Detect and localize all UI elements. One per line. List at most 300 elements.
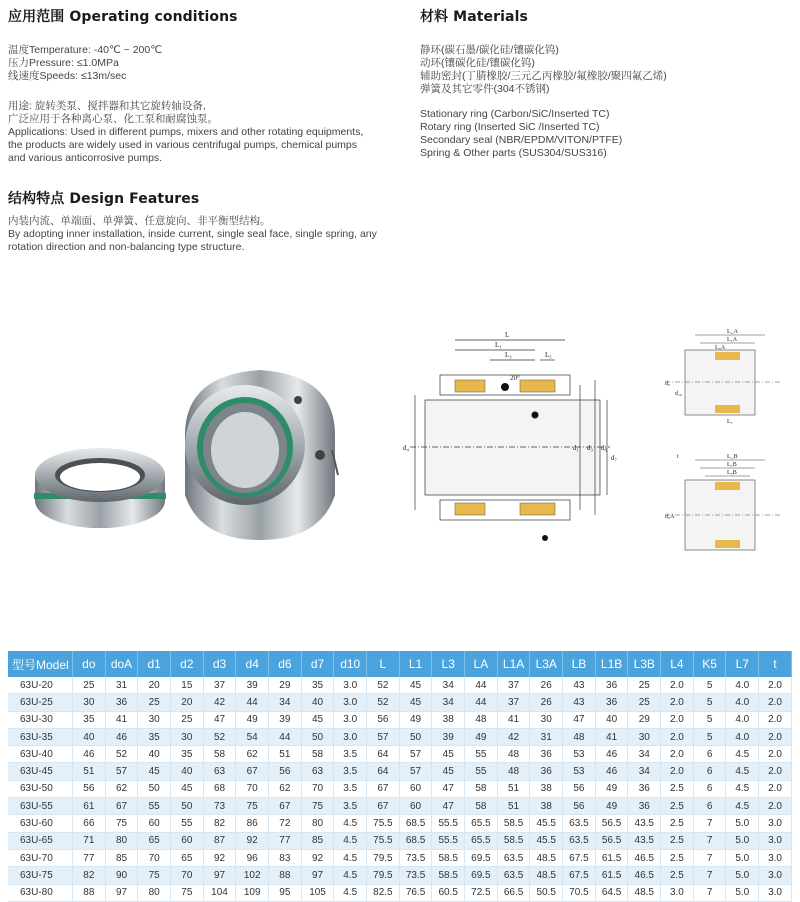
- table-cell: 56: [73, 780, 106, 797]
- label-d3: d₃: [587, 444, 593, 452]
- column-header: d1: [138, 651, 171, 677]
- materials-title: 材料 Materials: [420, 9, 528, 25]
- table-cell: 40: [301, 694, 334, 711]
- table-cell: 69.5: [465, 867, 498, 884]
- table-cell: 49: [236, 711, 269, 728]
- table-cell: 44: [465, 694, 498, 711]
- label-angle: 20°: [510, 374, 520, 382]
- material-en-line: Secondary seal (NBR/EPDM/VITON/PTFE): [420, 134, 623, 146]
- table-cell: 57: [399, 746, 432, 763]
- spec-table: [8, 651, 792, 902]
- table-cell: 77: [269, 832, 302, 849]
- table-cell: 67: [236, 763, 269, 780]
- table-cell: 2.5: [661, 849, 694, 866]
- table-cell: 65: [138, 832, 171, 849]
- column-header: L3: [432, 651, 465, 677]
- table-cell: 70.5: [563, 884, 596, 901]
- table-cell: 26: [530, 677, 563, 694]
- table-cell: 3.5: [334, 798, 367, 815]
- table-cell: 80: [301, 815, 334, 832]
- label-d7: d₇: [611, 454, 617, 462]
- table-cell: 55: [465, 746, 498, 763]
- table-cell: 7: [693, 815, 726, 832]
- table-cell: 5.0: [726, 867, 759, 884]
- column-header: L3B: [628, 651, 661, 677]
- column-header: L3A: [530, 651, 563, 677]
- table-cell: 58: [465, 780, 498, 797]
- table-cell: 5.0: [726, 832, 759, 849]
- table-cell: 2.0: [759, 763, 792, 780]
- label-L1A: L₁A: [727, 337, 738, 343]
- table-cell: 2.0: [759, 728, 792, 745]
- table-cell: 63.5: [563, 815, 596, 832]
- table-cell: 61: [73, 798, 106, 815]
- table-cell: 4.5: [334, 867, 367, 884]
- model-cell: 63U-55: [8, 798, 73, 815]
- table-cell: 34: [628, 746, 661, 763]
- table-cell: 87: [203, 832, 236, 849]
- table-cell: 38: [432, 711, 465, 728]
- table-cell: 37: [497, 677, 530, 694]
- table-cell: 35: [171, 746, 204, 763]
- table-cell: 3.0: [759, 832, 792, 849]
- label-d0: d₀: [665, 381, 671, 387]
- table-cell: 85: [105, 849, 138, 866]
- table-cell: 46.5: [628, 849, 661, 866]
- design-title: 结构特点 Design Features: [8, 191, 200, 207]
- table-cell: 47: [203, 711, 236, 728]
- table-row: [8, 884, 792, 901]
- seal-section-drawing: [395, 325, 620, 560]
- table-cell: 82.5: [367, 884, 400, 901]
- table-cell: 48: [563, 728, 596, 745]
- table-cell: 3.5: [334, 746, 367, 763]
- table-cell: 58.5: [497, 815, 530, 832]
- column-header: K5: [693, 651, 726, 677]
- table-cell: 4.0: [726, 728, 759, 745]
- table-cell: 65: [171, 849, 204, 866]
- table-cell: 66.5: [497, 884, 530, 901]
- table-cell: 44: [465, 677, 498, 694]
- table-cell: 52: [367, 694, 400, 711]
- table-cell: 49: [399, 711, 432, 728]
- label-L3: L₃: [505, 351, 512, 359]
- table-cell: 51: [269, 746, 302, 763]
- table-cell: 2.0: [661, 694, 694, 711]
- label-d6: d₆: [601, 444, 607, 452]
- table-cell: 25: [171, 711, 204, 728]
- table-cell: 75: [236, 798, 269, 815]
- table-cell: 41: [497, 711, 530, 728]
- table-cell: 6: [693, 798, 726, 815]
- table-cell: 35: [73, 711, 106, 728]
- label-L3A: L₃A: [715, 345, 726, 351]
- table-row: [8, 867, 792, 884]
- table-cell: 51: [497, 780, 530, 797]
- table-cell: 3.0: [759, 815, 792, 832]
- seal-product-photo: [20, 355, 360, 545]
- table-cell: 15: [171, 677, 204, 694]
- table-cell: 46.5: [628, 867, 661, 884]
- table-cell: 96: [236, 849, 269, 866]
- table-cell: 76.5: [399, 884, 432, 901]
- table-cell: 2.0: [661, 711, 694, 728]
- table-cell: 2.0: [759, 780, 792, 797]
- table-cell: 37: [497, 694, 530, 711]
- table-cell: 75: [301, 798, 334, 815]
- table-cell: 5.0: [726, 849, 759, 866]
- table-cell: 6: [693, 780, 726, 797]
- table-cell: 3.0: [334, 677, 367, 694]
- column-header: LB: [563, 651, 596, 677]
- table-cell: 30: [530, 711, 563, 728]
- table-cell: 51: [497, 798, 530, 815]
- table-row: [8, 711, 792, 728]
- table-cell: 38: [530, 798, 563, 815]
- table-cell: 67: [269, 798, 302, 815]
- label-d1: d₁: [573, 444, 579, 452]
- seal-variant-a-drawing: [655, 325, 790, 425]
- table-cell: 67: [367, 798, 400, 815]
- table-row: [8, 677, 792, 694]
- table-cell: 36: [595, 694, 628, 711]
- table-cell: 63.5: [497, 849, 530, 866]
- table-cell: 90: [105, 867, 138, 884]
- design-line: 内装内流、单端面、单弹簧、任意旋向、非平衡型结构。: [8, 215, 271, 227]
- table-cell: 43: [563, 694, 596, 711]
- model-cell: 63U-45: [8, 763, 73, 780]
- column-header: 型号Model: [8, 651, 73, 677]
- usage-line: 用途: 旋转类泵、搅拌器和其它旋转轴设备,: [8, 100, 206, 112]
- table-cell: 2.5: [661, 867, 694, 884]
- table-cell: 25: [628, 677, 661, 694]
- table-cell: 5.0: [726, 815, 759, 832]
- table-cell: 72: [269, 815, 302, 832]
- table-cell: 7: [693, 884, 726, 901]
- table-cell: 49: [465, 728, 498, 745]
- table-cell: 50.5: [530, 884, 563, 901]
- table-cell: 7: [693, 832, 726, 849]
- seat-ring: [34, 448, 166, 528]
- table-cell: 5: [693, 711, 726, 728]
- table-cell: 29: [269, 677, 302, 694]
- table-cell: 42: [497, 728, 530, 745]
- table-cell: 2.5: [661, 798, 694, 815]
- model-cell: 63U-65: [8, 832, 73, 849]
- table-cell: 48: [465, 711, 498, 728]
- table-cell: 3.0: [334, 694, 367, 711]
- table-cell: 34: [628, 763, 661, 780]
- table-cell: 57: [105, 763, 138, 780]
- rotary-unit: [185, 370, 338, 540]
- table-cell: 45: [301, 711, 334, 728]
- table-cell: 31: [530, 728, 563, 745]
- table-cell: 3.0: [759, 867, 792, 884]
- table-cell: 105: [301, 884, 334, 901]
- table-cell: 31: [105, 677, 138, 694]
- material-en-line: Spring & Other parts (SUS304/SUS316): [420, 147, 607, 159]
- table-cell: 2.5: [661, 780, 694, 797]
- table-cell: 52: [203, 728, 236, 745]
- table-cell: 41: [595, 728, 628, 745]
- table-cell: 67: [367, 780, 400, 797]
- table-cell: 43.5: [628, 832, 661, 849]
- table-cell: 53: [563, 746, 596, 763]
- label-L5: L₅: [545, 351, 552, 359]
- table-cell: 7: [693, 849, 726, 866]
- table-cell: 45.5: [530, 832, 563, 849]
- label-d0A: d₀A: [665, 514, 675, 520]
- material-cn-line: 弹簧及其它零件(304不锈钢): [420, 83, 550, 95]
- table-cell: 58.5: [497, 832, 530, 849]
- table-cell: 25: [73, 677, 106, 694]
- model-cell: 63U-80: [8, 884, 73, 901]
- table-cell: 82: [203, 815, 236, 832]
- table-cell: 52: [105, 746, 138, 763]
- material-en-line: Rotary ring (Inserted SiC /Inserted TC): [420, 121, 600, 133]
- table-cell: 36: [105, 694, 138, 711]
- column-header: L: [367, 651, 400, 677]
- table-cell: 5.0: [726, 884, 759, 901]
- label-d10: d₁₀: [675, 391, 683, 397]
- table-cell: 43.5: [628, 815, 661, 832]
- table-cell: 62: [105, 780, 138, 797]
- operating-title: 应用范围 Operating conditions: [8, 9, 238, 25]
- table-cell: 35: [301, 677, 334, 694]
- seal-variant-b-drawing: [655, 450, 790, 562]
- operating-line: 线速度Speeds: ≤13m/sec: [8, 70, 127, 82]
- table-cell: 4.5: [334, 815, 367, 832]
- label-LA: L_A: [727, 329, 738, 335]
- table-cell: 30: [73, 694, 106, 711]
- material-cn-line: 静环(碳石墨/碳化硅/镶碳化钨): [420, 44, 559, 56]
- table-cell: 60.5: [432, 884, 465, 901]
- table-cell: 92: [203, 849, 236, 866]
- table-cell: 49: [595, 798, 628, 815]
- table-cell: 97: [203, 867, 236, 884]
- table-cell: 46: [595, 746, 628, 763]
- table-cell: 4.0: [726, 711, 759, 728]
- model-cell: 63U-30: [8, 711, 73, 728]
- table-cell: 2.0: [759, 746, 792, 763]
- table-cell: 40: [595, 711, 628, 728]
- table-cell: 40: [73, 728, 106, 745]
- table-cell: 41: [105, 711, 138, 728]
- table-cell: 73.5: [399, 849, 432, 866]
- table-cell: 57: [399, 763, 432, 780]
- table-cell: 48.5: [530, 867, 563, 884]
- table-cell: 4.5: [726, 763, 759, 780]
- table-cell: 75.5: [367, 832, 400, 849]
- table-cell: 6: [693, 746, 726, 763]
- table-cell: 60: [138, 815, 171, 832]
- model-cell: 63U-25: [8, 694, 73, 711]
- column-header: t: [759, 651, 792, 677]
- table-cell: 104: [203, 884, 236, 901]
- table-cell: 52: [367, 677, 400, 694]
- table-cell: 82: [73, 867, 106, 884]
- table-cell: 68.5: [399, 832, 432, 849]
- table-row: [8, 746, 792, 763]
- column-header: d6: [269, 651, 302, 677]
- table-cell: 66: [73, 815, 106, 832]
- table-cell: 62: [236, 746, 269, 763]
- model-cell: 63U-75: [8, 867, 73, 884]
- table-cell: 36: [530, 763, 563, 780]
- label-t: t: [677, 454, 679, 460]
- materials-cn-list: [420, 44, 667, 96]
- column-header: doA: [105, 651, 138, 677]
- table-cell: 79.5: [367, 849, 400, 866]
- table-cell: 109: [236, 884, 269, 901]
- table-cell: 30: [628, 728, 661, 745]
- table-cell: 72.5: [465, 884, 498, 901]
- table-cell: 46: [105, 728, 138, 745]
- column-header: L1A: [497, 651, 530, 677]
- table-row: [8, 798, 792, 815]
- table-cell: 45: [432, 763, 465, 780]
- column-header: L7: [726, 651, 759, 677]
- table-cell: 79.5: [367, 867, 400, 884]
- table-cell: 55: [465, 763, 498, 780]
- table-cell: 88: [73, 884, 106, 901]
- table-cell: 37: [203, 677, 236, 694]
- table-cell: 64: [367, 763, 400, 780]
- table-cell: 50: [138, 780, 171, 797]
- table-cell: 48.5: [628, 884, 661, 901]
- table-cell: 55: [138, 798, 171, 815]
- table-cell: 36: [530, 746, 563, 763]
- table-cell: 44: [269, 728, 302, 745]
- table-cell: 50: [399, 728, 432, 745]
- table-cell: 56: [367, 711, 400, 728]
- table-cell: 2.0: [661, 677, 694, 694]
- table-cell: 51: [73, 763, 106, 780]
- usage-line: and various anticorrosive pumps.: [8, 152, 163, 164]
- table-cell: 25: [628, 694, 661, 711]
- table-cell: 65.5: [465, 832, 498, 849]
- table-cell: 75: [105, 815, 138, 832]
- table-cell: 88: [269, 867, 302, 884]
- table-cell: 2.5: [661, 815, 694, 832]
- table-cell: 56: [563, 780, 596, 797]
- label-L7: L₇: [727, 419, 733, 425]
- table-cell: 3.5: [334, 763, 367, 780]
- table-cell: 56.5: [595, 815, 628, 832]
- table-cell: 2.0: [661, 746, 694, 763]
- table-row: [8, 694, 792, 711]
- model-cell: 63U-70: [8, 849, 73, 866]
- table-cell: 29: [628, 711, 661, 728]
- table-cell: 83: [269, 849, 302, 866]
- applications-text: [8, 100, 363, 165]
- table-cell: 34: [432, 694, 465, 711]
- label-LB: L_B: [727, 454, 738, 460]
- design-line: rotation direction and non-balancing type structure.: [8, 241, 245, 253]
- table-cell: 45: [432, 746, 465, 763]
- table-cell: 2.0: [661, 763, 694, 780]
- table-cell: 85: [301, 832, 334, 849]
- usage-line: 广泛应用于各种离心泵、化工泵和耐腐蚀泵。: [8, 113, 218, 125]
- table-cell: 30: [138, 711, 171, 728]
- table-cell: 53: [563, 763, 596, 780]
- table-cell: 2.0: [759, 694, 792, 711]
- table-cell: 20: [171, 694, 204, 711]
- column-header: d3: [203, 651, 236, 677]
- label-d4: d₄: [403, 444, 409, 452]
- table-cell: 55.5: [432, 815, 465, 832]
- material-cn-line: 动环(镶碳化硅/镶碳化钨): [420, 57, 535, 69]
- table-cell: 61.5: [595, 867, 628, 884]
- table-cell: 48: [497, 746, 530, 763]
- table-cell: 55.5: [432, 832, 465, 849]
- table-cell: 3.5: [334, 780, 367, 797]
- table-cell: 58.5: [432, 867, 465, 884]
- table-cell: 3.0: [334, 728, 367, 745]
- table-cell: 75: [171, 884, 204, 901]
- table-cell: 64.5: [595, 884, 628, 901]
- table-cell: 67.5: [563, 849, 596, 866]
- table-cell: 45: [399, 677, 432, 694]
- table-cell: 2.0: [759, 798, 792, 815]
- table-cell: 50: [171, 798, 204, 815]
- table-cell: 56.5: [595, 832, 628, 849]
- table-row: [8, 849, 792, 866]
- table-cell: 36: [595, 677, 628, 694]
- table-cell: 45: [171, 780, 204, 797]
- table-cell: 2.5: [661, 832, 694, 849]
- table-cell: 3.0: [759, 884, 792, 901]
- column-header: LA: [465, 651, 498, 677]
- table-cell: 20: [138, 677, 171, 694]
- operating-line: 温度Temperature: -40℃ ~ 200℃: [8, 44, 163, 56]
- table-cell: 69.5: [465, 849, 498, 866]
- model-cell: 63U-60: [8, 815, 73, 832]
- table-cell: 3.0: [661, 884, 694, 901]
- table-row: [8, 780, 792, 797]
- table-cell: 26: [530, 694, 563, 711]
- table-row: [8, 728, 792, 745]
- table-cell: 39: [236, 677, 269, 694]
- table-cell: 65.5: [465, 815, 498, 832]
- table-cell: 49: [595, 780, 628, 797]
- table-cell: 34: [432, 677, 465, 694]
- table-cell: 44: [236, 694, 269, 711]
- column-header: L4: [661, 651, 694, 677]
- column-header: d10: [334, 651, 367, 677]
- table-cell: 64: [367, 746, 400, 763]
- table-cell: 102: [236, 867, 269, 884]
- table-row: [8, 832, 792, 849]
- operating-line: 压力Pressure: ≤1.0MPa: [8, 57, 119, 69]
- table-cell: 4.5: [334, 884, 367, 901]
- table-cell: 58.5: [432, 849, 465, 866]
- table-cell: 60: [171, 832, 204, 849]
- label-L1B: L₁B: [727, 462, 737, 468]
- table-cell: 36: [628, 798, 661, 815]
- table-cell: 43: [563, 677, 596, 694]
- model-cell: 63U-20: [8, 677, 73, 694]
- table-row: [8, 815, 792, 832]
- table-cell: 47: [432, 780, 465, 797]
- table-cell: 30: [171, 728, 204, 745]
- table-cell: 4.5: [726, 780, 759, 797]
- table-cell: 67.5: [563, 867, 596, 884]
- table-cell: 61.5: [595, 849, 628, 866]
- table-cell: 2.0: [661, 728, 694, 745]
- table-cell: 71: [73, 832, 106, 849]
- table-cell: 40: [171, 763, 204, 780]
